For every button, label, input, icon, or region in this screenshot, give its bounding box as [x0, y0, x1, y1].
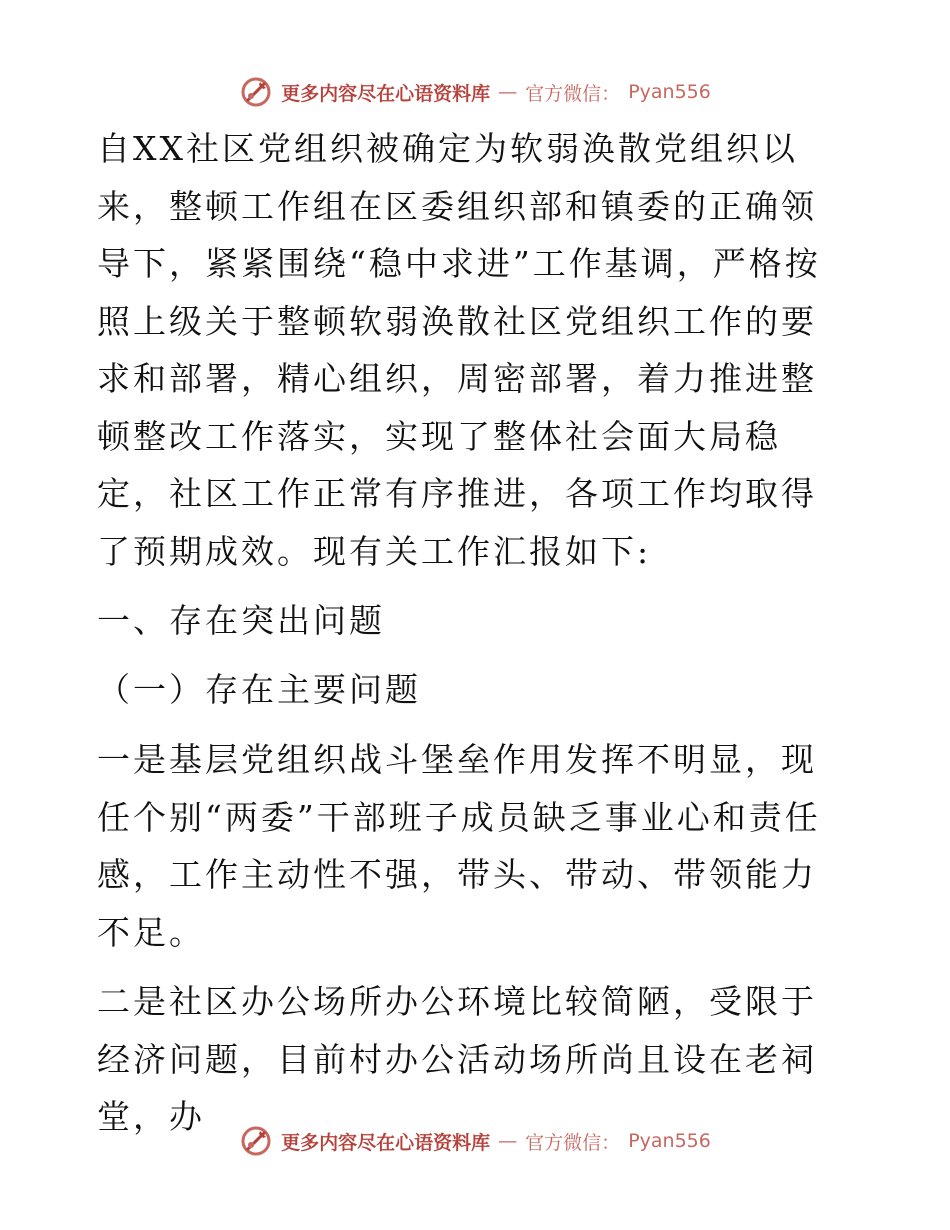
watermark-wechat-id: Pyan556	[628, 81, 711, 103]
watermark-label: 官方微信：	[525, 1131, 621, 1154]
point-2-paragraph: 二是社区办公场所办公环境比较简陋，受限于经济问题，目前村办公活动场所尚且设在老祠堂，办	[97, 982, 817, 1136]
footer-watermark	[0, 1121, 950, 1161]
watermark-dash: —	[498, 81, 518, 103]
brand-logo-icon	[239, 75, 273, 109]
watermark-wechat-id: Pyan556	[628, 1130, 711, 1152]
brand-logo-icon	[239, 1124, 273, 1158]
watermark-dash: —	[498, 1130, 518, 1152]
point-1-paragraph: 一是基层党组织战斗堡垒作用发挥不明显，现任个别“两委”干部班子成员缺乏事业心和责任感，工作主动性不强，带头、带动、带领能力不足。	[97, 740, 821, 952]
watermark-brand-text: 更多内容尽在心语资料库	[281, 1131, 491, 1154]
section-heading-1: 一、存在突出问题	[97, 601, 385, 640]
intro-paragraph: 自XX社区党组织被确定为软弱涣散党组织以来，整顿工作组在区委组织部和镇委的正确领导下，紧紧围绕“稳中求进”工作基调，严格按照上级关于整顿软弱涣散社区党组织工作的要求和部署，精心组织，周密部署，着力推进整顿整改工作落实，实现了整体社会面大局稳定，社区工作正常有序推进，各项工作均取得了预期成效。现有关工作汇报如下:	[97, 129, 821, 571]
subsection-heading-1-1: （一）存在主要问题	[97, 669, 421, 709]
document-body	[97, 120, 849, 1146]
watermark-label: 官方微信：	[525, 82, 621, 105]
watermark-brand-text: 更多内容尽在心语资料库	[281, 82, 491, 105]
header-watermark	[0, 72, 950, 112]
